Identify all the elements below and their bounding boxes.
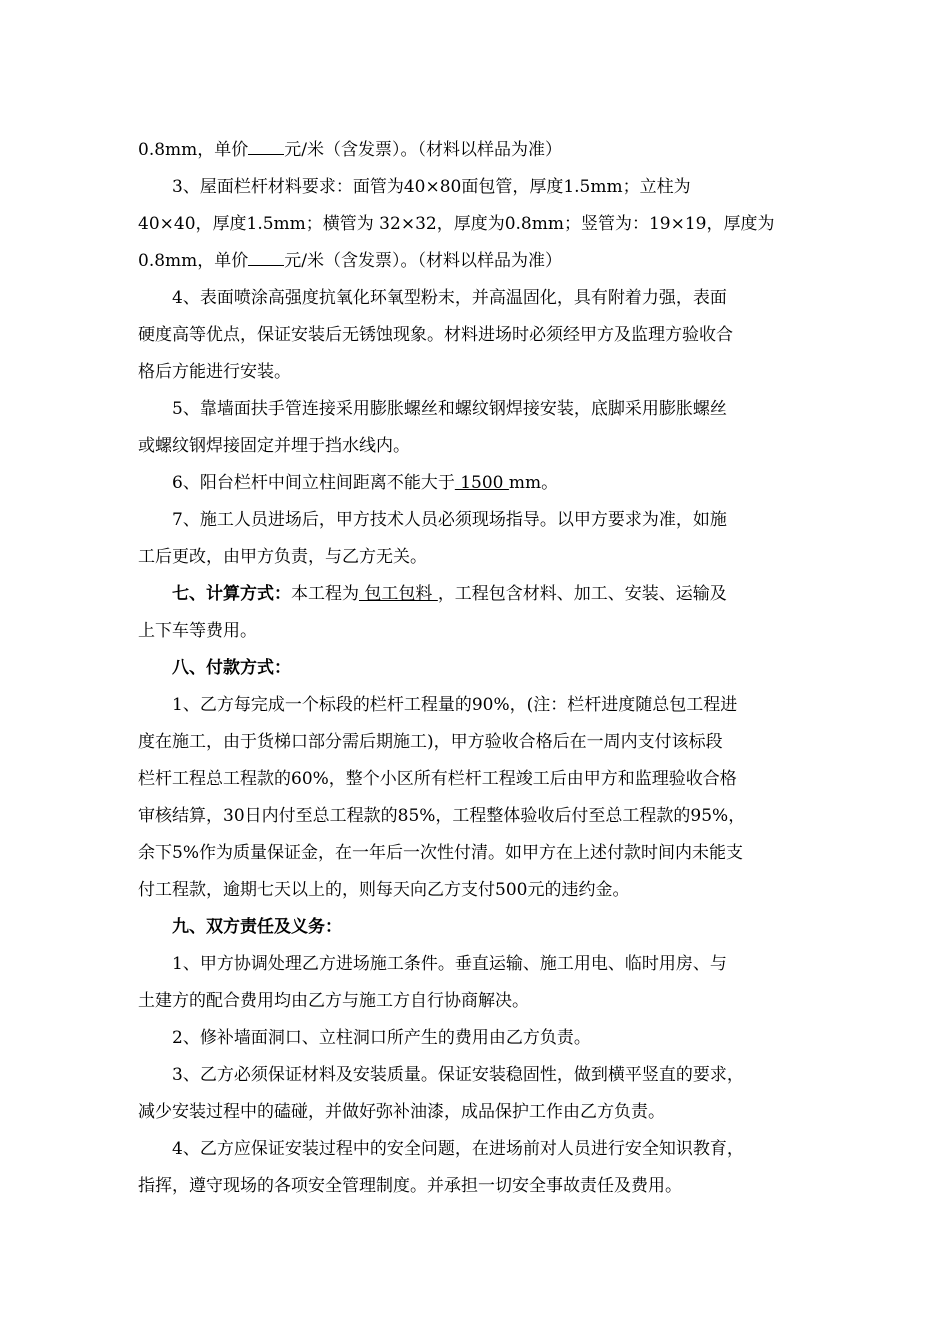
text-line: 1、乙方每完成一个标段的栏杆工程量的90%，(注：栏杆进度随总包工程进: [172, 695, 738, 715]
text-line: 工后更改，由甲方负责，与乙方无关。: [138, 547, 427, 567]
text-line: 度在施工，由于货梯口部分需后期施工)，甲方验收合格后在一周内支付该标段: [138, 732, 723, 752]
unit-price-blank: [248, 154, 284, 155]
text-line: 土建方的配合费用均由乙方与施工方自行协商解决。: [138, 991, 529, 1011]
text-line: 2、修补墙面洞口、立柱洞口所产生的费用由乙方负责。: [172, 1028, 591, 1048]
text-line: 格后方能进行安装。: [138, 362, 291, 382]
text-line: 指挥，遵守现场的各项安全管理制度。并承担一切安全事故责任及费用。: [138, 1176, 682, 1196]
text-line: 3、乙方必须保证材料及安装质量。保证安装稳固性，做到横平竖直的要求，: [172, 1065, 744, 1085]
text-line: 减少安装过程中的磕碰，并做好弥补油漆，成品保护工作由乙方负责。: [138, 1102, 665, 1122]
text-line: 余下5%作为质量保证金，在一年后一次性付清。如甲方在上述付款时间内未能支: [138, 843, 743, 863]
contract-type-value: 包工包料: [359, 584, 438, 604]
column-spacing-value: 1500: [454, 473, 509, 493]
unit-price-blank: [248, 265, 284, 266]
text-line: 6、阳台栏杆中间立柱间距离不能大于 1500 mm。: [172, 473, 559, 493]
section-calculation: 七、计算方式：本工程为 包工包料 ，工程包含材料、加工、安装、运输及: [172, 584, 727, 604]
text-line: 0.8mm，单价 元/米（含发票）。（材料以样品为准）: [138, 140, 563, 160]
text-line: 7、施工人员进场后，甲方技术人员必须现场指导。以甲方要求为准，如施: [172, 510, 727, 530]
text-line: 硬度高等优点，保证安装后无锈蚀现象。材料进场时必须经甲方及监理方验收合: [138, 325, 733, 345]
text-line: 3、屋面栏杆材料要求：面管为40×80面包管，厚度1.5mm；立柱为: [172, 177, 691, 197]
text-line: 审核结算，30日内付至总工程款的85%，工程整体验收后付至总工程款的95%，: [138, 806, 746, 826]
text-line: 4、表面喷涂高强度抗氧化环氧型粉末，并高温固化，具有附着力强，表面: [172, 288, 727, 308]
text-line: 栏杆工程总工程款的60%，整个小区所有栏杆工程竣工后由甲方和监理验收合格: [138, 769, 737, 789]
section-heading: 九、双方责任及义务：: [172, 917, 342, 937]
text-line: 5、靠墙面扶手管连接采用膨胀螺丝和螺纹钢焊接安装，底脚采用膨胀螺丝: [172, 399, 727, 419]
section-heading: 八、付款方式：: [172, 658, 291, 678]
document-body: [138, 132, 818, 1205]
text-line: 付工程款，逾期七天以上的，则每天向乙方支付500元的违约金。: [138, 880, 630, 900]
text-line: 0.8mm，单价 元/米（含发票）。（材料以样品为准）: [138, 251, 563, 271]
text-line: 1、甲方协调处理乙方进场施工条件。垂直运输、施工用电、临时用房、与: [172, 954, 727, 974]
text-line: 40×40，厚度1.5mm；横管为 32×32，厚度为0.8mm；竖管为：19×19，厚度为: [138, 214, 775, 234]
text-line: 或螺纹钢焊接固定并埋于挡水线内。: [138, 436, 410, 456]
section-heading: 七、计算方式：: [172, 584, 291, 604]
text-line: 上下车等费用。: [138, 621, 257, 641]
text-line: 4、乙方应保证安装过程中的安全问题，在进场前对人员进行安全知识教育，: [172, 1139, 744, 1159]
